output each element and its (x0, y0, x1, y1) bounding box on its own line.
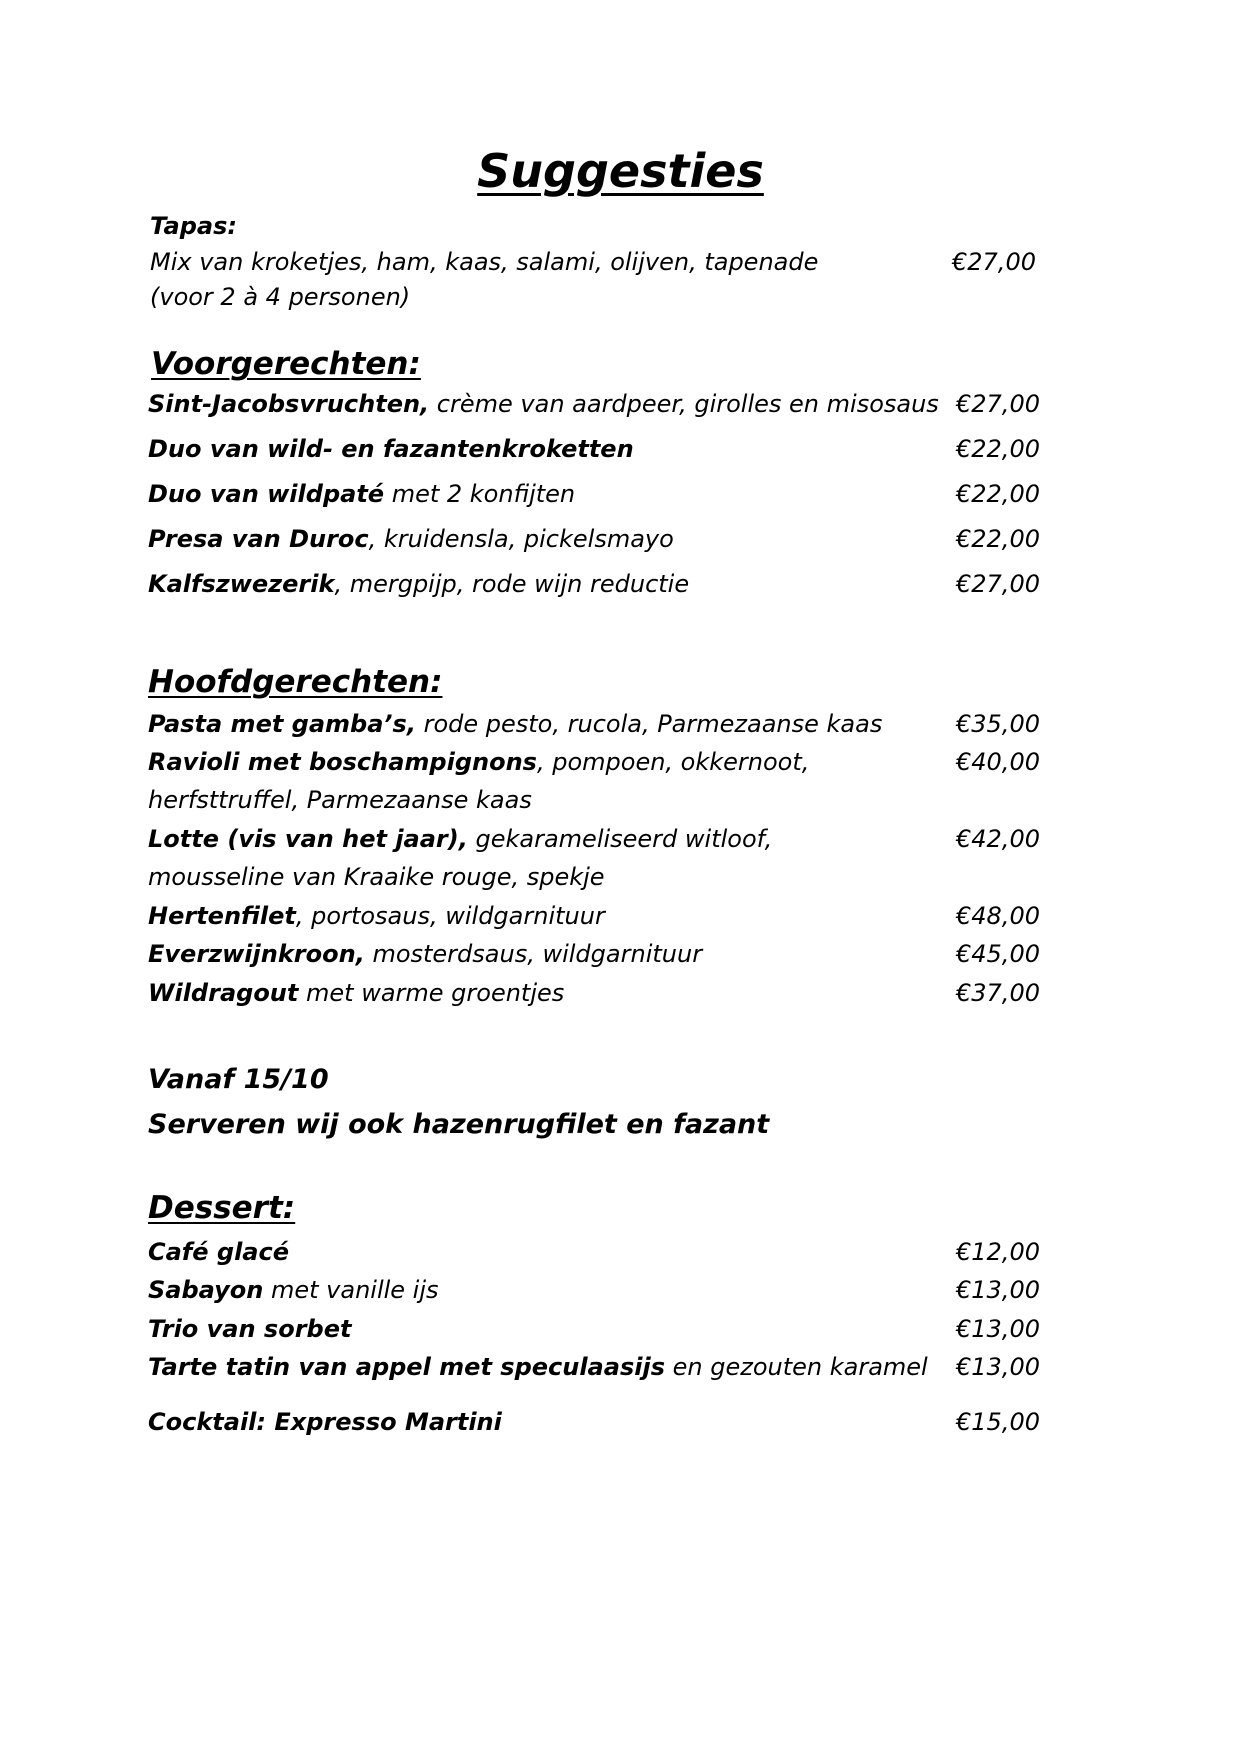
page-title: Suggesties (477, 144, 764, 198)
tapas-description: Mix van kroketjes, ham, kaas, salami, olijven, tapenade (150, 248, 819, 276)
item-name: Sabayon (148, 1276, 264, 1304)
item-desc: , mergpijp, rode wijn reductie (334, 570, 690, 598)
item-price: €37,00 (956, 979, 1040, 1007)
notice-line-2: Serveren wij ook hazenrugfilet en fazant (148, 1109, 770, 1140)
item-desc: , pompoen, okkernoot, (536, 748, 810, 776)
item-name: Tarte tatin van appel met speculaasijs (148, 1353, 665, 1381)
item-desc: en gezouten karamel (664, 1353, 928, 1381)
voorgerechten-heading: Voorgerechten: (151, 346, 421, 382)
item-name: Pasta met gamba’s, (148, 710, 416, 738)
dessert-heading: Dessert: (148, 1190, 296, 1226)
item-price: €12,00 (956, 1238, 1040, 1266)
item-desc-continued: mousseline van Kraaike rouge, spekje (148, 863, 605, 891)
tapas-label: Tapas: (150, 212, 237, 240)
item-name: Hertenfilet (148, 902, 296, 930)
item-price: €45,00 (956, 940, 1040, 968)
item-desc: mosterdsaus, wildgarnituur (364, 940, 703, 968)
item-name: Café glacé (148, 1238, 289, 1266)
hoofdgerechten-heading: Hoofdgerechten: (148, 664, 443, 700)
tapas-note: (voor 2 à 4 personen) (150, 283, 411, 311)
item-name: Sint-Jacobsvruchten, (148, 390, 430, 418)
tapas-price: €27,00 (952, 248, 1036, 276)
item-price: €13,00 (956, 1353, 1040, 1381)
item-price: €13,00 (956, 1276, 1040, 1304)
item-price: €13,00 (956, 1315, 1040, 1343)
item-desc: crème van aardpeer, girolles en misosaus (429, 390, 939, 418)
item-desc: , portosaus, wildgarnituur (295, 902, 605, 930)
item-price: €27,00 (956, 570, 1040, 598)
item-name: Kalfszwezerik (148, 570, 335, 598)
item-price: €48,00 (956, 902, 1040, 930)
item-name: Presa van Duroc (148, 525, 369, 553)
item-name: Duo van wildpaté (148, 480, 385, 508)
item-name: Lotte (vis van het jaar), (148, 825, 468, 853)
item-desc: gekarameliseerd witloof, (467, 825, 773, 853)
item-name: Duo van wild- en fazantenkroketten (148, 435, 634, 463)
item-name: Trio van sorbet (148, 1315, 352, 1343)
item-name: Ravioli met boschampignons (148, 748, 537, 776)
item-desc: , kruidensla, pickelsmayo (368, 525, 674, 553)
item-desc: met vanille ijs (263, 1276, 439, 1304)
item-price: €40,00 (956, 748, 1040, 776)
item-price: €22,00 (956, 480, 1040, 508)
item-price: €27,00 (956, 390, 1040, 418)
item-desc: met warme groentjes (298, 979, 565, 1007)
item-price: €22,00 (956, 525, 1040, 553)
cocktail-price: €15,00 (956, 1408, 1040, 1436)
item-desc: rode pesto, rucola, Parmezaanse kaas (415, 710, 883, 738)
cocktail-label: Cocktail: Expresso Martini (148, 1408, 502, 1436)
item-desc-continued: herfsttruffel, Parmezaanse kaas (148, 786, 532, 814)
notice-line-1: Vanaf 15/10 (148, 1064, 329, 1095)
item-name: Wildragout (148, 979, 299, 1007)
item-price: €42,00 (956, 825, 1040, 853)
item-name: Everzwijnkroon, (148, 940, 365, 968)
item-desc: met 2 konfijten (384, 480, 576, 508)
item-price: €35,00 (956, 710, 1040, 738)
item-price: €22,00 (956, 435, 1040, 463)
